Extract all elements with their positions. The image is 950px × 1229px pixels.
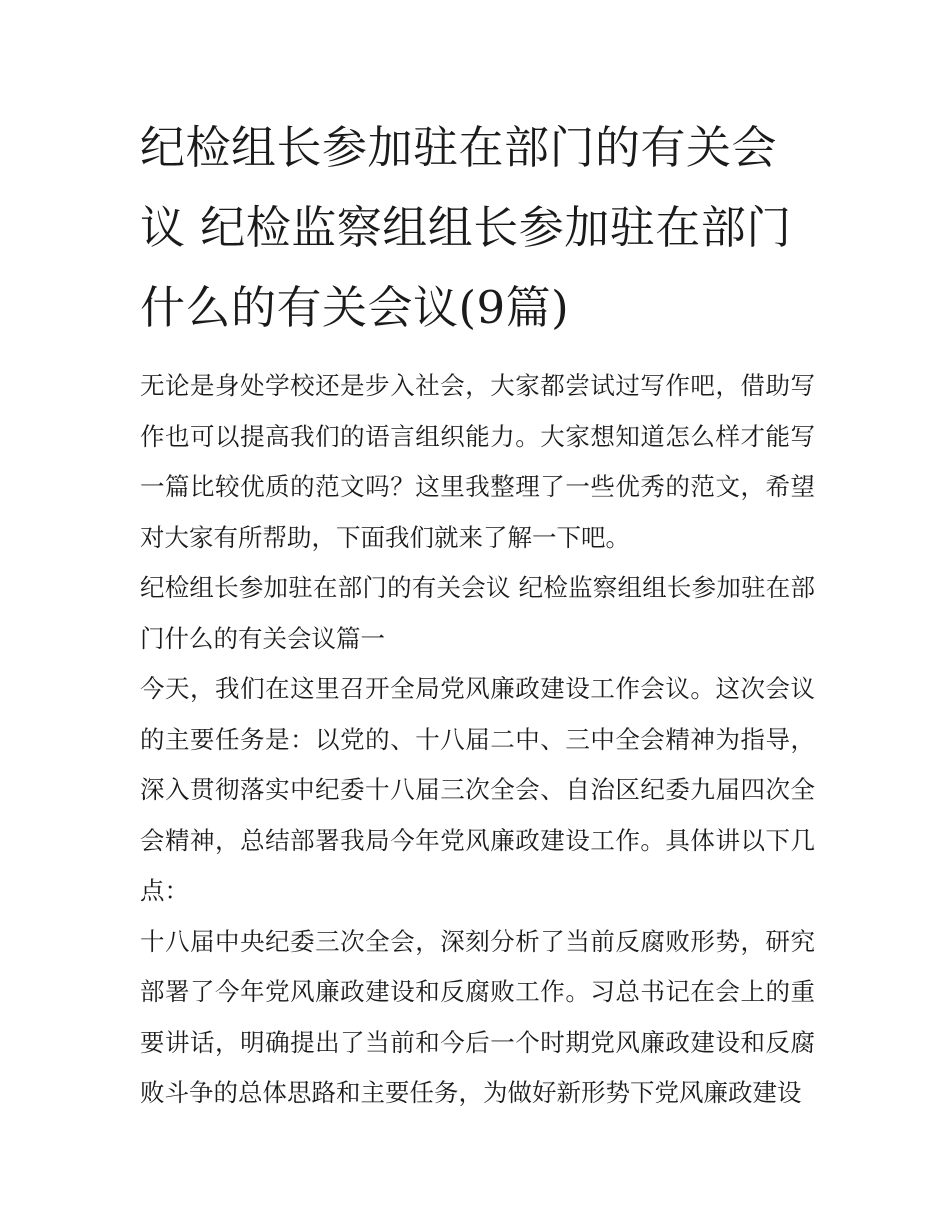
section-heading: 纪检组长参加驻在部门的有关会议 纪检监察组组长参加驻在部门什么的有关会议篇一 bbox=[140, 573, 815, 653]
document-body bbox=[140, 108, 815, 1119]
document-title: 纪检组长参加驻在部门的有关会议 纪检监察组组长参加驻在部门什么的有关会议(9篇) bbox=[140, 121, 792, 334]
intro-paragraph: 无论是身处学校还是步入社会，大家都尝试过写作吧，借助写作也可以提高我们的语言组织能力。大家想知道怎么样才能写一篇比较优质的范文吗？这里我整理了一些优秀的范文，希望对大家有所帮助，下面我们就来了解一下吧。 bbox=[140, 371, 815, 552]
body-paragraph: 今天，我们在这里召开全局党风廉政建设工作会议。这次会议的主要任务是：以党的、十八届二中、三中全会精神为指导，深入贯彻落实中纪委十八届三次全会、自治区纪委九届四次全会精神，总结部署我局今年党风廉政建设工作。具体讲以下几点： bbox=[140, 674, 815, 905]
body-paragraph: 十八届中央纪委三次全会，深刻分析了当前反腐败形势，研究部署了今年党风廉政建设和反腐败工作。习总书记在会上的重要讲话，明确提出了当前和今后一个时期党风廉政建设和反腐败斗争的总体思路和主要任务，为做好新形势下党风廉政建设 bbox=[140, 926, 815, 1107]
